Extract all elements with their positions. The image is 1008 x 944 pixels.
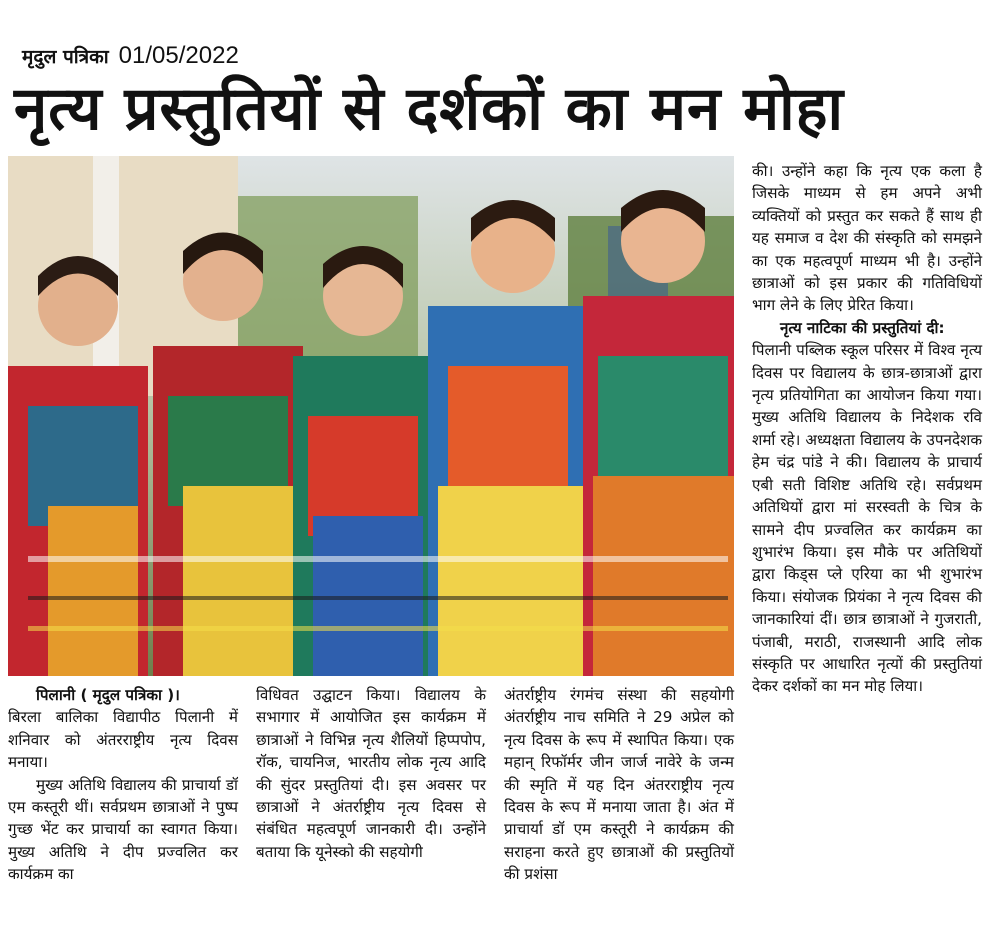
article-column-3	[504, 684, 734, 886]
publication-date: 01/05/2022	[118, 42, 239, 69]
article-column-4	[752, 160, 982, 698]
article-column-1	[8, 684, 238, 886]
headline: नृत्य प्रस्तुतियों से दर्शकों का मन मोहा	[14, 74, 845, 144]
article-paragraph: की। उन्होंने कहा कि नृत्य एक कला है जिसके माध्यम से हम अपने अभी व्यक्तियों को प्रस्तुत कर सकते हैं साथ ही यह समाज व देश की संस्कृति को समझने का एक महत्वपूर्ण माध्यम भी है। उन्होंने छात्राओं को इस प्रकार की गतिविधियों भाग लेने के लिए प्रेरित किया।	[752, 162, 982, 315]
article-paragraph: विधिवत उद्घाटन किया। विद्यालय के सभागार में आयोजित इस कार्यक्रम में छात्राओं ने विभिन्न नृत्य शैलियों हिप्पपोप, रॉक, चायनिज, भारतीय लोक नृत्य आदि की सुंदर प्रस्तुतियां दी। इस अवसर पर छात्राओं ने अंतर्राष्ट्रीय नृत्य दिवस से संबंधित महत्वपूर्ण जानकारी दी। उन्होंने बताया कि यूनेस्को की सहयोगी	[256, 686, 486, 861]
dateline: पिलानी ( मृदुल पत्रिका )।	[36, 686, 180, 704]
dancers-photo	[8, 156, 734, 676]
masthead	[22, 42, 239, 70]
article-subheading: नृत्य नाटिका की प्रस्तुतियां दी:	[780, 318, 945, 337]
article-paragraph: पिलानी पब्लिक स्कूल परिसर में विश्व नृत्य दिवस पर विद्यालय के छात्र-छात्राओं द्वारा नृत्य प्रतियोगिता का आयोजन किया गया। मुख्य अतिथि विद्यालय के निदेशक रवि शर्मा रहे। अध्यक्षता विद्यालय के उपनदेशक हेम चंद्र पांडे ने की। विद्यालय के प्राचार्य एबी सती विशिष्ट अतिथि रहे। सर्वप्रथम अतिथियों द्वारा मां सरस्वती के चित्र के सामने दीप प्रज्वलित कर कार्यक्रम का शुभारंभ किया। इस मौके पर अतिथियों द्वारा किड्स प्ले एरिया का भी शुभारंभ किया। संयोजक प्रियंका ने नृत्य दिवस की जानकारियां दीं। छात्र छात्राओं ने गुजराती, पंजाबी, मराठी, राजस्थानी आदि लोक संस्कृति पर आधारित नृत्यों की प्रस्तुतियां देकर दर्शकों का मन मोह लिया।	[752, 341, 982, 696]
article-column-2	[256, 684, 486, 863]
article-paragraph: बिरला बालिका विद्यापीठ पिलानी में शनिवार को अंतरराष्ट्रीय नृत्य दिवस मनाया।	[8, 708, 238, 772]
newspaper-name: मृदुल पत्रिका	[22, 46, 109, 68]
article-paragraph: अंतर्राष्ट्रीय रंगमंच संस्था की सहयोगी अंतर्राष्ट्रीय नाच समिति ने 29 अप्रेल को नृत्य दिवस के रूप में स्थापित किया। एक महान् रिफॉर्मर जीन जार्ज नावेरे के जन्म की स्मृति में यह दिन अंतरराष्ट्रीय नृत्य दिवस के रूप में मनाया जाता है। अंत में प्राचार्या डॉ एम कस्तूरी ने कार्यक्रम की सराहना करते हुए छात्राओं की प्रस्तुतियों की प्रशंसा	[504, 686, 734, 884]
article-paragraph: मुख्य अतिथि विद्यालय की प्राचार्या डॉ एम कस्तूरी थीं। सर्वप्रथम छात्राओं ने पुष्प गुच्छ भेंट कर प्राचार्या का स्वागत किया। मुख्य अतिथि ने दीप प्रज्वलित कर कार्यक्रम का	[8, 775, 238, 884]
